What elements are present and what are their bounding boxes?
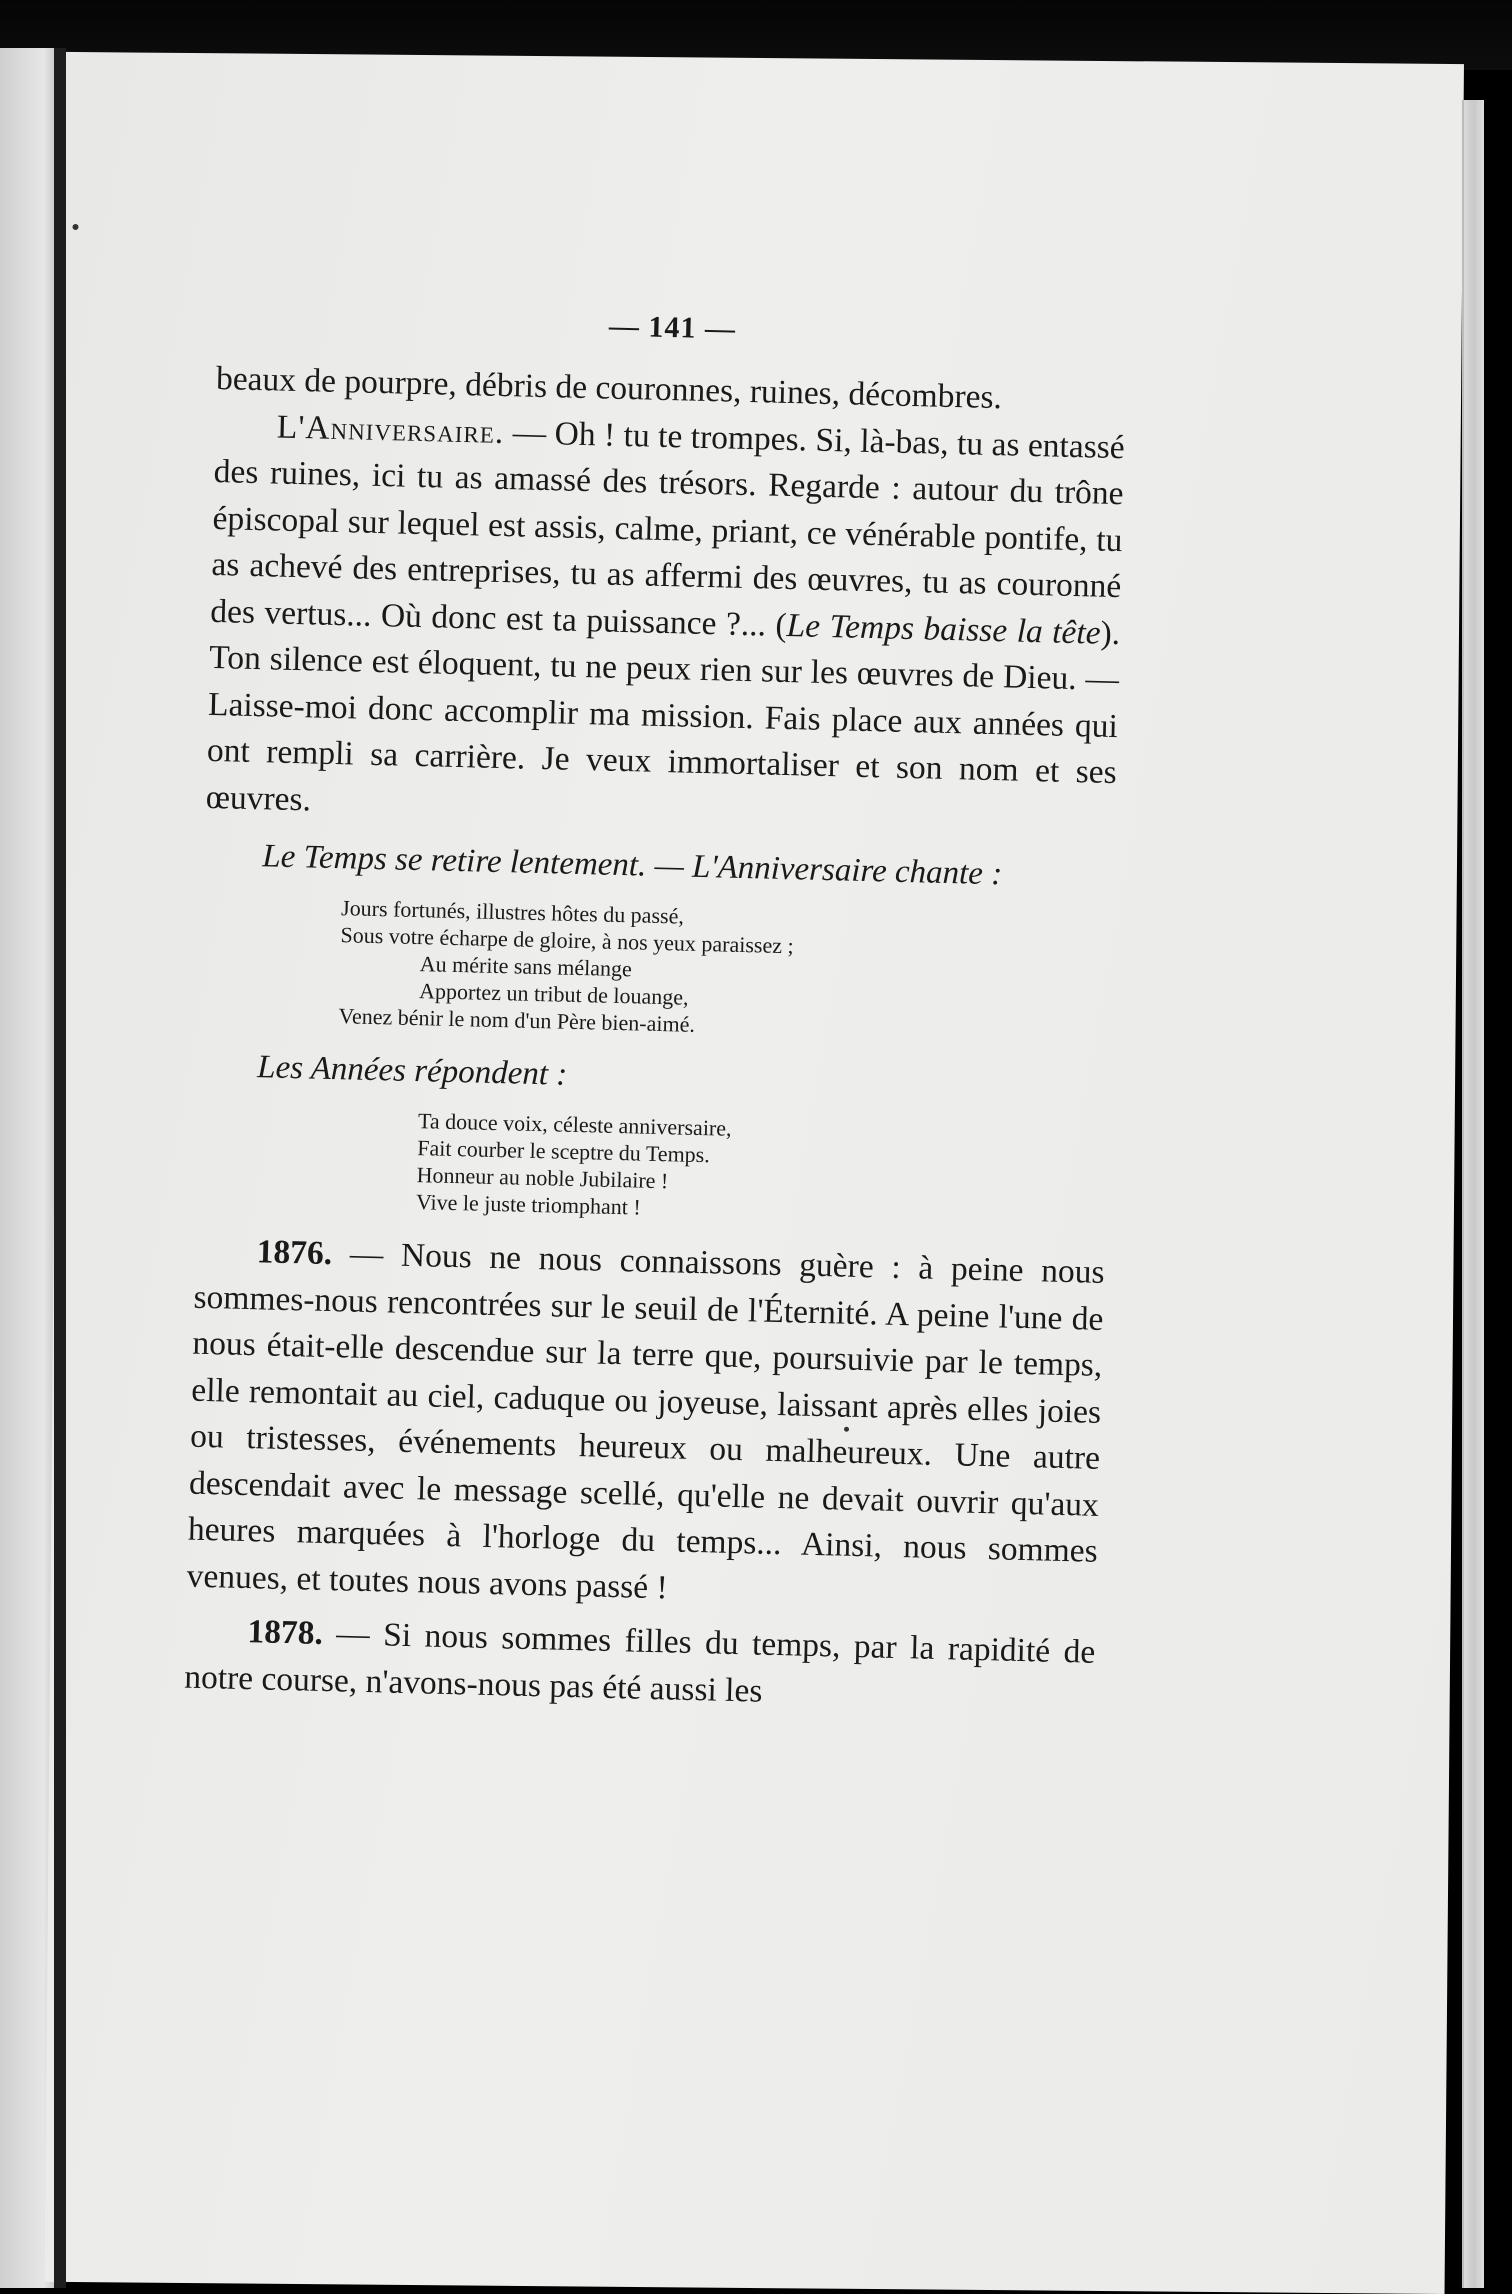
stage-direction: Les Années répondent :: [256, 1049, 568, 1093]
verse-line: Jours fortunés, illustres hôtes du passé,: [340, 895, 685, 929]
book-binding: [54, 48, 66, 2288]
speaker-name: L'Anniversaire.: [276, 407, 505, 451]
stage-direction-inline: Le Temps baisse la tête: [786, 606, 1102, 652]
page-text: [184, 300, 1128, 1723]
paragraph-anniversaire: [205, 402, 1125, 843]
paragraph-1876: [186, 1228, 1105, 1622]
scan-background-right: [1482, 70, 1512, 2288]
year-label: 1876.: [256, 1233, 333, 1273]
paragraph-text: ). Ton silence est éloquent, tu ne peux rien sur les œuvres de Dieu. — Laisse-moi donc accomplir ma mission. Fais place aux années qui ont rempli sa carrière. Je veux immortaliser et son nom et ses œuvres.: [205, 614, 1121, 818]
verse-stanza: [200, 891, 1113, 1048]
paragraph-continued: beaux de pourpre, débris de couronnes, ruines, décombres.: [215, 359, 1003, 417]
page-stack-edge: [1462, 100, 1484, 2288]
verse-line: Fait courber le sceptre du Temps.: [417, 1135, 711, 1168]
verse-line: Sous votre écharpe de gloire, à nos yeux paraissez ;: [340, 922, 794, 959]
verse-line: Ta douce voix, céleste anniversaire,: [417, 1108, 732, 1141]
verse-stanza: [196, 1102, 1108, 1232]
verse-line: Apportez un tribut de louange,: [418, 978, 689, 1010]
stage-direction: Le Temps se retire lentement. — L'Anniversaire chante :: [261, 838, 1003, 893]
paragraph-text: — Nous ne nous connaissons guère : à peine nous sommes-nous rencontrées sur le seuil de l'Éternité. A peine l'une de nous était-elle descendue sur la terre que, poursuivie par le temps, elle remontait au ciel, caduque ou joyeuse, laissant après elles joies ou tristesses, événements heureux ou malheureux. Une autre descendait avec le message scellé, qu'elle ne devait ouvrir qu'aux heures marquées à l'horloge du temps... Ainsi, nous sommes venues, et toutes nous avons passé !: [186, 1235, 1105, 1606]
year-label: 1878.: [247, 1613, 324, 1652]
verse-line: Honneur au noble Jubilaire !: [416, 1162, 669, 1194]
verse-line: Venez bénir le nom d'un Père bien-aimé.: [338, 1003, 696, 1037]
paragraph-text: — Si nous sommes filles du temps, par la rapidité de notre course, n'avons-nous pas été aussi les: [183, 1614, 1096, 1710]
paragraph-text: — Oh ! tu te trompes. Si, là-bas, tu as entassé des ruines, ici tu as amassé des trésors. Regarde : autour du trône épiscopal sur lequel est assis, calme, priant, ce vénérable pontife, tu as achevé des entreprises, tu as affermi des œuvres, tu as couronné des vertus... Où donc est ta puissance ?... (: [209, 413, 1126, 644]
verse-line: Au mérite sans mélange: [419, 951, 633, 982]
verse-line: Vive le juste triomphant !: [415, 1189, 642, 1220]
paper-speck: [72, 224, 78, 230]
page-number: — 141 —: [608, 309, 737, 346]
